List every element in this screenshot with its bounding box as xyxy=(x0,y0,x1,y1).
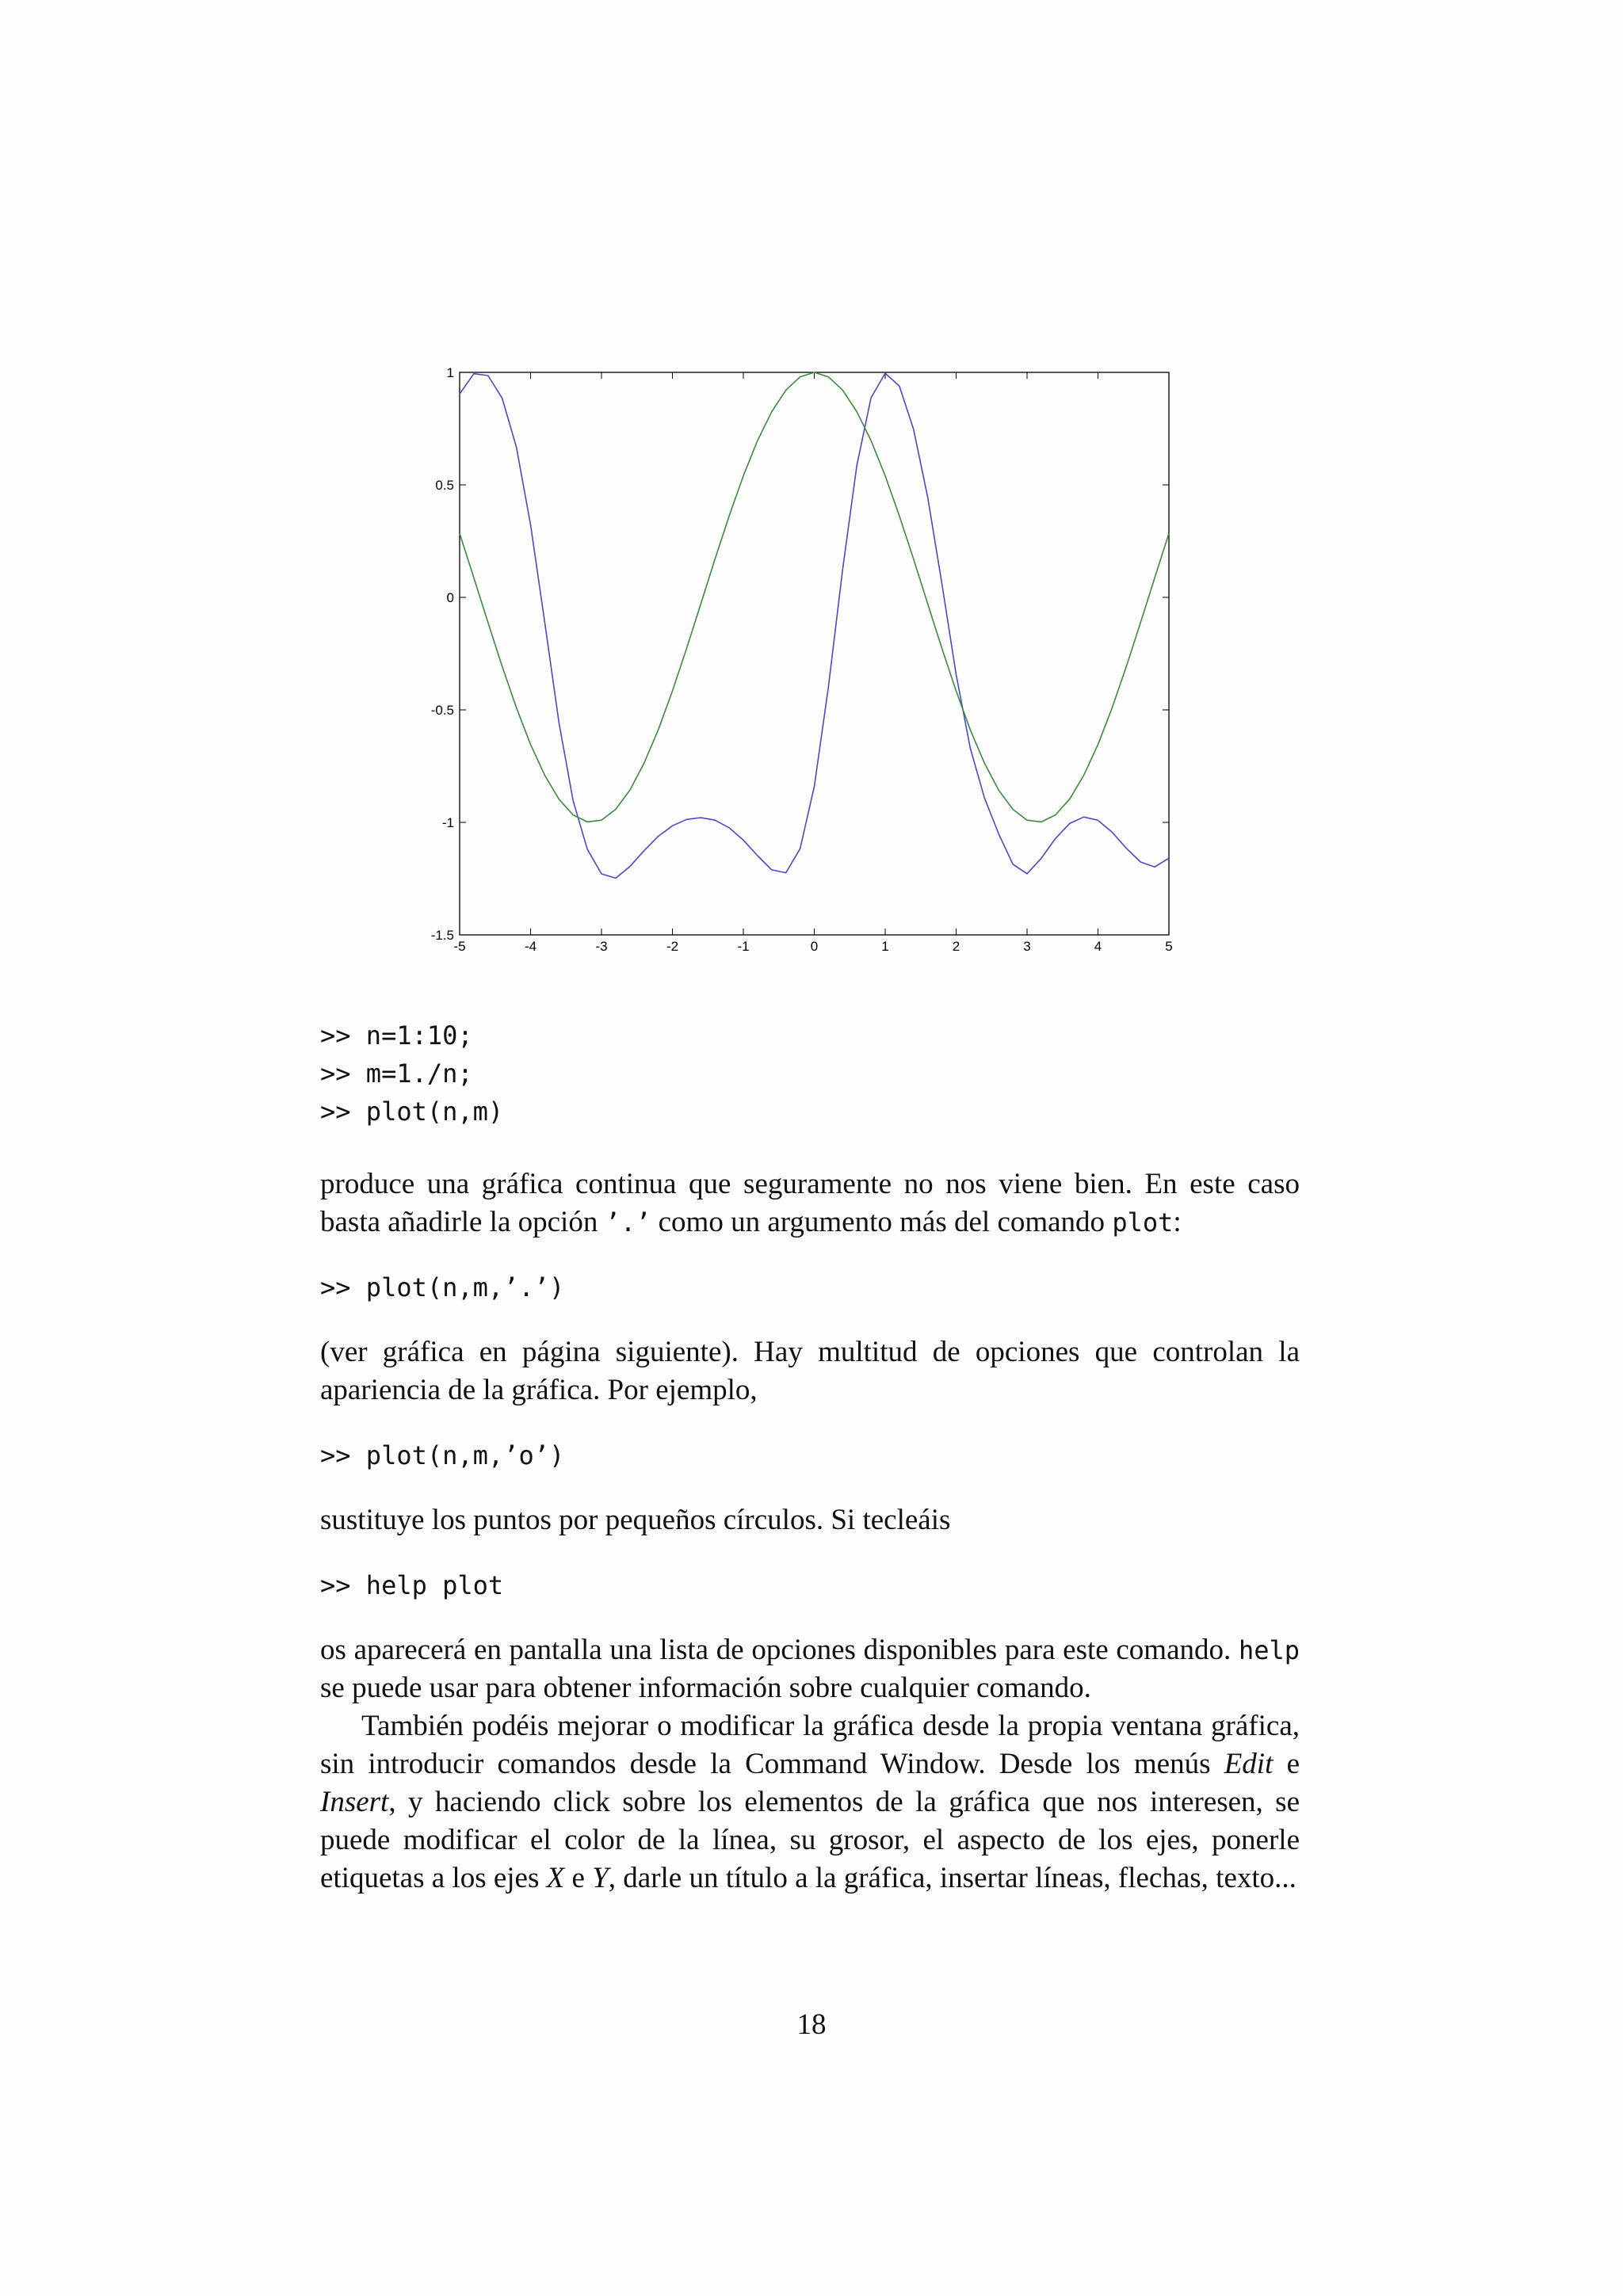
page-body xyxy=(320,1016,1300,1897)
x-tick-label: 0 xyxy=(810,939,819,954)
plot-frame xyxy=(460,372,1169,935)
x-tick-label: -5 xyxy=(453,939,466,954)
series-line-2 xyxy=(460,372,1169,822)
paragraph-5: También podéis mejorar o modificar la gráfica desde la propia ventana gráfica, sin introducir comandos desde la Command Window. Desde los menús Edit e Insert, y haciendo click sobre los elementos de la gráfica que nos interesen, se puede modificar el color de la línea, su grosor, el aspecto de los ejes, ponerle etiquetas a los ejes X e Y, darle un título a la gráfica, insertar líneas, flechas, texto... xyxy=(320,1710,1300,1894)
x-tick-label: 2 xyxy=(952,939,960,954)
figure-plot xyxy=(412,360,1212,967)
code-line: >> m=1./n; xyxy=(320,1058,473,1089)
y-tick-label: 1 xyxy=(446,365,454,380)
series-line-1 xyxy=(460,373,1169,878)
code-line: >> plot(n,m) xyxy=(320,1097,504,1127)
code-block-1 xyxy=(320,1016,1300,1131)
paragraph-3: sustituye los puntos por pequeños círculos. Si tecleáis xyxy=(320,1504,951,1536)
y-tick-label: -1 xyxy=(441,815,454,830)
x-tick-label: -3 xyxy=(595,939,608,954)
x-tick-label: 3 xyxy=(1023,939,1031,954)
line-chart xyxy=(412,360,1212,967)
x-tick-label: -4 xyxy=(524,939,537,954)
x-tick-label: -1 xyxy=(737,939,750,954)
x-tick-label: 1 xyxy=(881,939,889,954)
y-tick-label: -0.5 xyxy=(430,703,454,718)
x-tick-label: 4 xyxy=(1094,939,1102,954)
code-block-4: >> help plot xyxy=(320,1570,504,1600)
x-tick-label: -2 xyxy=(666,939,679,954)
code-block-3: >> plot(n,m,’o’) xyxy=(320,1440,565,1470)
paragraph-4: os aparecerá en pantalla una lista de opciones disponibles para este comando. help se puede usar para obtener información sobre cualquier comando. xyxy=(320,1634,1300,1704)
code-line: >> n=1:10; xyxy=(320,1020,473,1051)
y-tick-label: -1.5 xyxy=(430,928,454,943)
y-tick-label: 0.5 xyxy=(435,478,454,493)
page-number: 18 xyxy=(796,2008,827,2041)
paragraph-1: produce una gráfica continua que seguramente no nos viene bien. En este caso basta añadirle la opción ’.’ como un argumento más del comando plot: xyxy=(320,1168,1300,1238)
code-block-2: >> plot(n,m,’.’) xyxy=(320,1272,565,1302)
paragraph-2: (ver gráfica en página siguiente). Hay multitud de opciones que controlan la apariencia de la gráfica. Por ejemplo, xyxy=(320,1336,1300,1406)
x-tick-label: 5 xyxy=(1165,939,1173,954)
y-tick-label: 0 xyxy=(446,590,454,605)
